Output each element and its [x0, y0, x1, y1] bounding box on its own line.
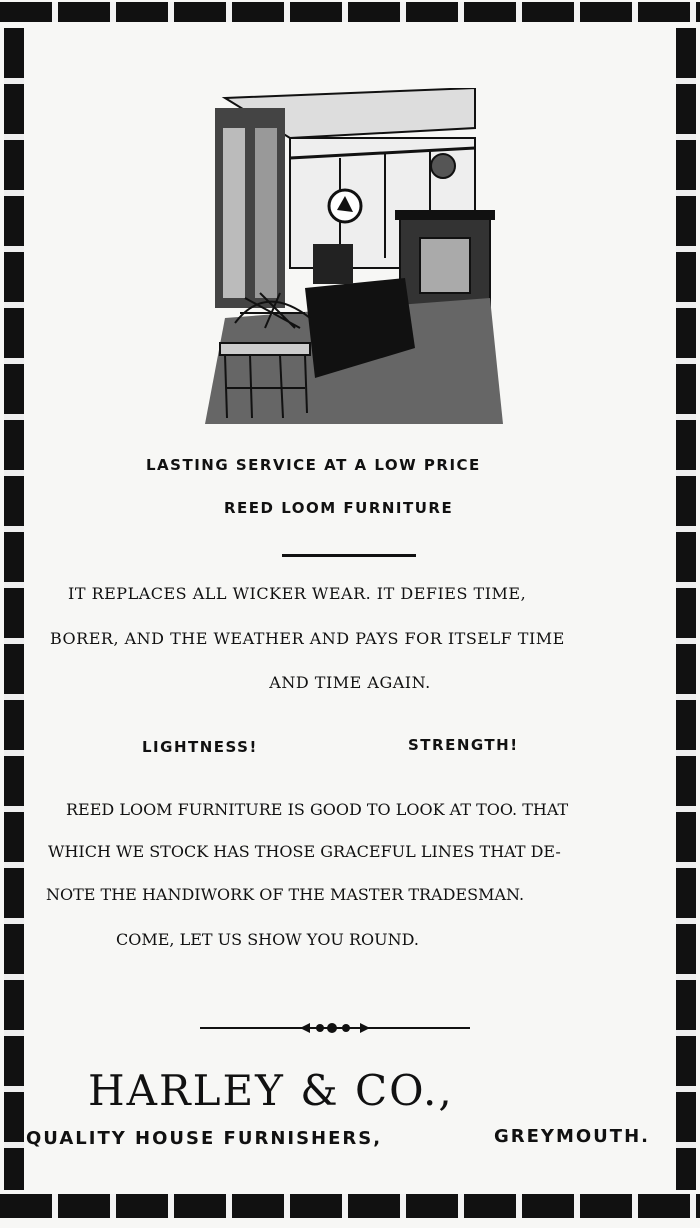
feature-lightness: LIGHTNESS!	[142, 738, 258, 756]
company-tagline: QUALITY HOUSE FURNISHERS,	[26, 1128, 383, 1149]
decorative-border-bottom	[0, 1194, 700, 1218]
paragraph1-line2: BORER, AND THE WEATHER AND PAYS FOR ITSELF TIME	[50, 629, 565, 648]
decorative-ornament	[200, 1018, 470, 1038]
decorative-border-top	[0, 2, 700, 22]
company-location: GREYMOUTH.	[494, 1126, 650, 1147]
paragraph2-line3: NOTE THE HANDIWORK OF THE MASTER TRADESMAN.	[46, 885, 525, 904]
decorative-border-right	[676, 28, 696, 1190]
paragraph1-line3: AND TIME AGAIN.	[269, 673, 431, 692]
paragraph3: COME, LET US SHOW YOU ROUND.	[116, 930, 419, 949]
furniture-room-illustration	[205, 88, 503, 424]
company-name: HARLEY & CO.,	[88, 1066, 454, 1115]
paragraph2-line2: WHICH WE STOCK HAS THOSE GRACEFUL LINES THAT DE-	[48, 842, 561, 861]
decorative-border-left	[4, 28, 24, 1190]
headline-lasting-service: LASTING SERVICE AT A LOW PRICE	[146, 456, 481, 474]
headline-reed-loom-furniture: REED LOOM FURNITURE	[224, 499, 454, 517]
paragraph2-line1: REED LOOM FURNITURE IS GOOD TO LOOK AT TOO. THAT	[66, 800, 569, 819]
feature-strength: STRENGTH!	[408, 736, 519, 754]
divider-rule	[282, 554, 416, 557]
paragraph1-line1: IT REPLACES ALL WICKER WEAR. IT DEFIES TIME,	[68, 584, 527, 603]
